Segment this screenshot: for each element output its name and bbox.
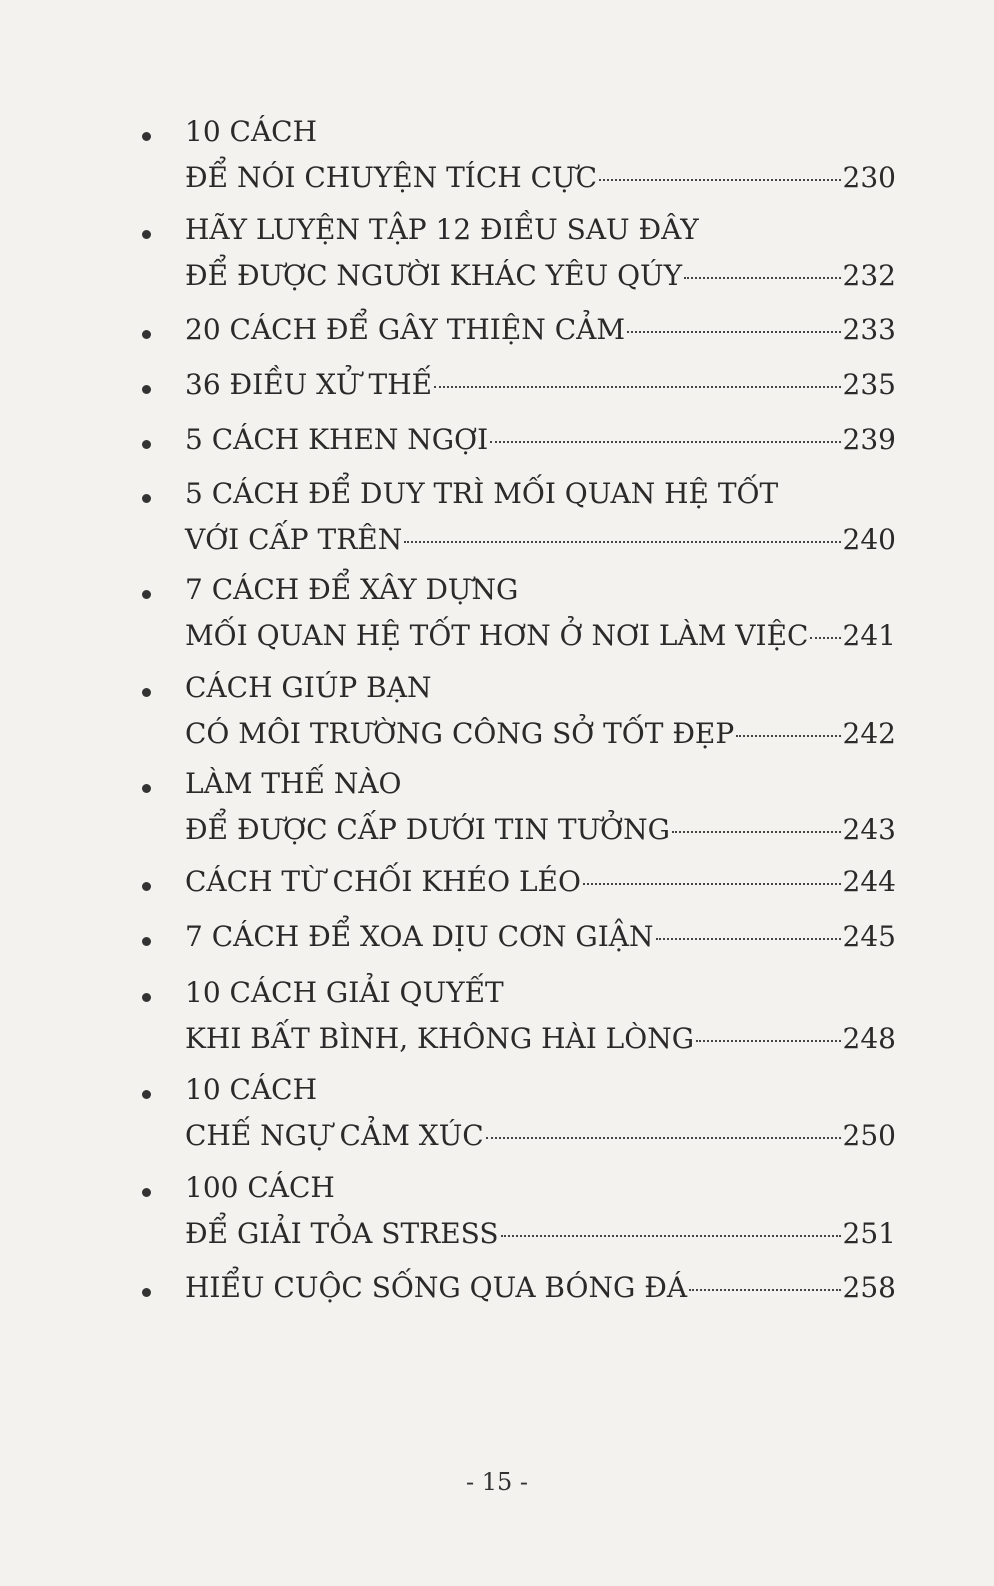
toc-entry-title: ĐỂ NÓI CHUYỆN TÍCH CỰC (185, 161, 598, 194)
toc-entry-title: 36 ĐIỀU XỬ THẾ (185, 368, 433, 401)
dot-leader (696, 1040, 840, 1042)
toc-entry-line (185, 112, 896, 152)
toc-entry-line (185, 973, 896, 1013)
toc-page-number: 240 (842, 523, 896, 556)
toc-entry-line (185, 668, 896, 708)
bullet-icon (142, 882, 151, 891)
dot-leader (627, 331, 841, 333)
toc-entry-line (185, 917, 896, 957)
toc-entry-title: VỚI CẤP TRÊN (185, 523, 403, 556)
bullet-icon (142, 230, 151, 239)
dot-leader (736, 735, 840, 737)
bullet-icon (142, 937, 151, 946)
toc-entry-title: 100 CÁCH (185, 1171, 335, 1204)
toc-entry-title: ĐỂ ĐƯỢC NGƯỜI KHÁC YÊU QÚY (185, 259, 683, 292)
dot-leader (672, 831, 841, 833)
bullet-icon (142, 494, 151, 503)
bullet-icon (142, 688, 151, 697)
dot-leader (656, 938, 841, 940)
toc-entry-line (185, 310, 896, 350)
toc-page-number: 235 (842, 368, 896, 401)
toc-entry-title: 10 CÁCH (185, 1073, 318, 1106)
dot-leader (501, 1235, 841, 1237)
dot-leader (404, 541, 840, 543)
toc-entry-line (185, 764, 896, 804)
toc-entry-line (185, 1019, 896, 1059)
dot-leader (486, 1137, 841, 1139)
bullet-icon (142, 784, 151, 793)
toc-page-number: 241 (842, 619, 896, 652)
bullet-icon (142, 1188, 151, 1197)
toc-entry-title: HÃY LUYỆN TẬP 12 ĐIỀU SAU ĐÂY (185, 213, 699, 246)
dot-leader (689, 1289, 840, 1291)
toc-entry-line (185, 1268, 896, 1308)
dot-leader (490, 441, 840, 443)
toc-entry-line (185, 520, 896, 560)
toc-entry-title: 20 CÁCH ĐỂ GÂY THIỆN CẢM (185, 313, 626, 346)
toc-page-number: 239 (842, 423, 896, 456)
toc-entry-title: 7 CÁCH ĐỂ XOA DỊU CƠN GIẬN (185, 920, 654, 953)
bullet-icon (142, 993, 151, 1002)
bullet-icon (142, 330, 151, 339)
toc-entry-title: 5 CÁCH ĐỂ DUY TRÌ MỐI QUAN HỆ TỐT (185, 477, 779, 510)
toc-entry-line (185, 365, 896, 405)
toc-entry-line (185, 420, 896, 460)
toc-entry-line (185, 158, 896, 198)
toc-entry-line (185, 570, 896, 610)
toc-page-number: 244 (842, 865, 896, 898)
toc-entry-title: MỐI QUAN HỆ TỐT HƠN Ở NƠI LÀM VIỆC (185, 619, 809, 652)
toc-entry-line (185, 1214, 896, 1254)
toc-page-number: 230 (842, 161, 896, 194)
toc-entry-line (185, 616, 896, 656)
bullet-icon (142, 1090, 151, 1099)
toc-entry-title: 5 CÁCH KHEN NGỢI (185, 423, 489, 456)
toc-entry-title: KHI BẤT BÌNH, KHÔNG HÀI LÒNG (185, 1022, 695, 1055)
toc-page-number: 250 (842, 1119, 896, 1152)
toc-entry-title: HIỂU CUỘC SỐNG QUA BÓNG ĐÁ (185, 1271, 688, 1304)
bullet-icon (142, 590, 151, 599)
toc-entry-title: ĐỂ ĐƯỢC CẤP DƯỚI TIN TƯỞNG (185, 813, 670, 846)
dot-leader (599, 179, 841, 181)
toc-page-number: 233 (842, 313, 896, 346)
toc-entry-line (185, 474, 896, 514)
toc-entry-title: ĐỂ GIẢI TỎA STRESS (185, 1217, 499, 1250)
toc-page-number: 258 (842, 1271, 896, 1304)
toc-page-number: 243 (842, 813, 896, 846)
toc-entry-title: 10 CÁCH (185, 115, 318, 148)
dot-leader (434, 386, 840, 388)
toc-entry-line (185, 256, 896, 296)
dot-leader (583, 883, 841, 885)
toc-entry-line (185, 1116, 896, 1156)
toc-page-number: 242 (842, 717, 896, 750)
toc-page-number: 251 (842, 1217, 896, 1250)
toc-page-number: 245 (842, 920, 896, 953)
toc-page-number: 232 (842, 259, 896, 292)
toc-page-number: 248 (842, 1022, 896, 1055)
page-number: - 15 - (465, 1468, 528, 1496)
toc-entry-title: CÁCH TỪ CHỐI KHÉO LÉO (185, 865, 581, 898)
toc-entry-title: CÁCH GIÚP BẠN (185, 671, 432, 704)
bullet-icon (142, 385, 151, 394)
toc-entry-line (185, 1168, 896, 1208)
toc-entry-line (185, 862, 896, 902)
toc-entry-title: CÓ MÔI TRƯỜNG CÔNG SỞ TỐT ĐẸP (185, 717, 735, 750)
toc-entry-line (185, 810, 896, 850)
toc-entry-title: CHẾ NGỰ CẢM XÚC (185, 1119, 484, 1152)
toc-entry-line (185, 210, 896, 250)
toc-entry-title: 10 CÁCH GIẢI QUYẾT (185, 976, 504, 1009)
dot-leader (810, 637, 840, 639)
toc-entry-line (185, 714, 896, 754)
bullet-icon (142, 440, 151, 449)
toc-entry-title: 7 CÁCH ĐỂ XÂY DỰNG (185, 573, 519, 606)
dot-leader (684, 277, 840, 279)
toc-entry-line (185, 1070, 896, 1110)
bullet-icon (142, 1288, 151, 1297)
toc-entry-title: LÀM THẾ NÀO (185, 767, 402, 800)
bullet-icon (142, 132, 151, 141)
